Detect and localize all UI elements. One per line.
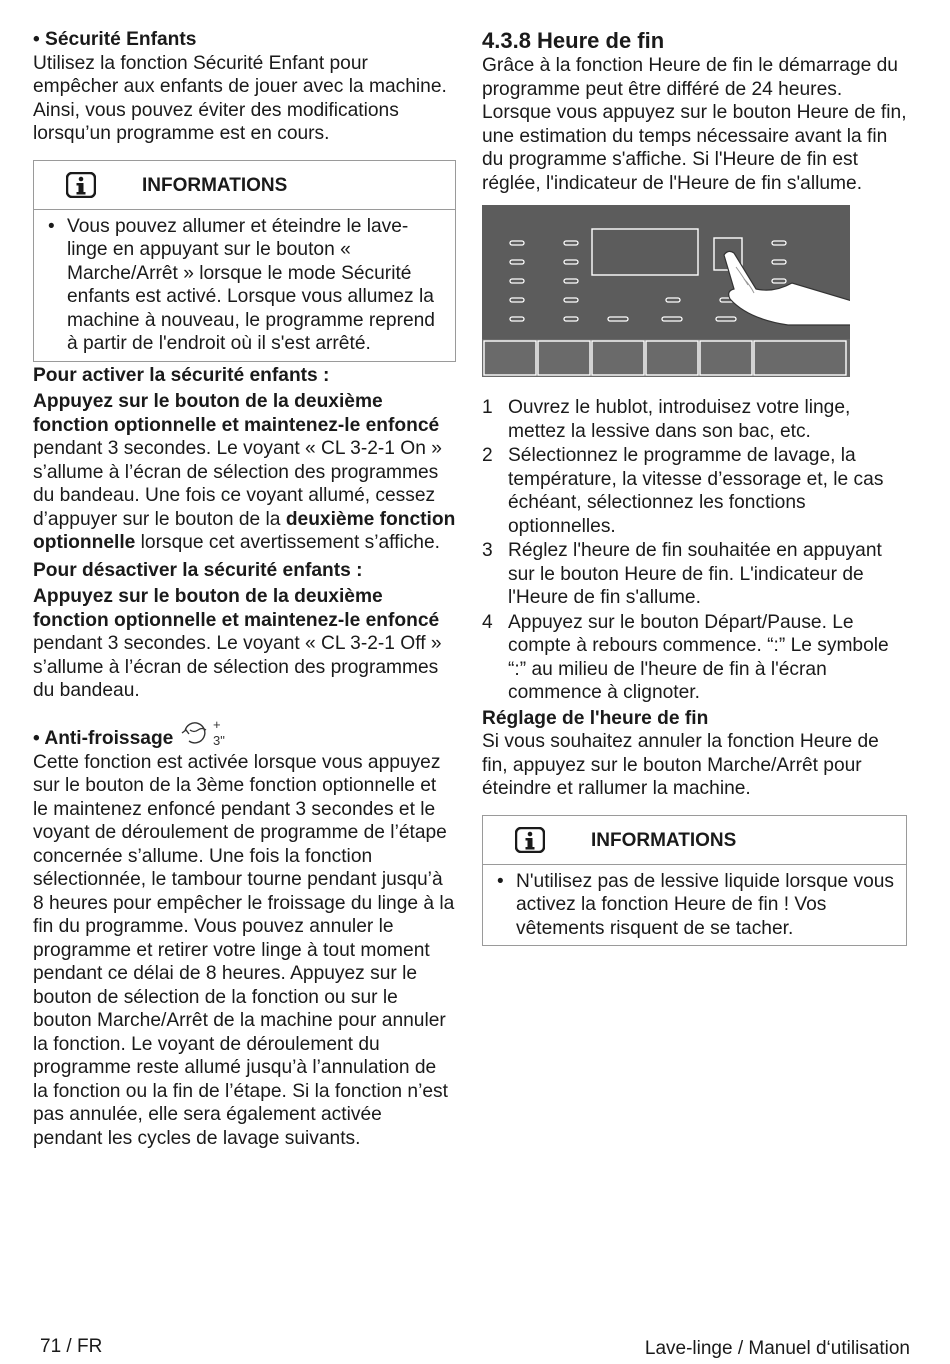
desactiver-bold: Appuyez sur le bouton de la deuxième fonction optionnelle et maintenez-le enfoncé bbox=[33, 586, 440, 631]
anti-text: Cette fonction est activée lorsque vous appuyez sur le bouton de la 3ème fonction optionnelle et le maintenez enfoncé pendant 3 secondes et le voyant de déroulement de programme de l’étape concernée s’allume. Une fois la fonction sélectionnée, le tambour tourne pendant jusqu’à 8 heures pour empêcher le froissage du linge à la fin du programme. Vous pouvez annuler le programme et retirer votre linge à tout moment pendant ce délai de 8 heures. Appuyez sur le bouton de sélection de la fonction ou sur le bouton Marche/Arrêt de la machine pour annuler la fonction. Le voyant de déroulement du programme reste allumé jusqu’à l’annulation de la fonction ou la fin de l’étape. Si la fonction n’est pas annulée, elle sera également activée pendant les cycles de lavage suivants. bbox=[33, 751, 455, 1149]
intro-text: Grâce à la fonction Heure de fin le démarrage du programme peut être différé de 24 heures. Lorsque vous appuyez sur le bouton Heure de fin, une estimation du temps nécessaire avant la fin du programme s'affiche. Si l'Heure de fin est réglée, l'indicateur de l'Heure de fin s'allume. bbox=[482, 55, 907, 194]
info-box-1-text: Vous pouvez allumer et éteindre le lave-linge en appuyant sur le bouton « Marche/Arrêt » lorsque le mode Sécurité enfants est activé. Lorsque vous allumez la machine à nouveau, le programme reprend à partir de l'endroit où il s'est arrêté. bbox=[67, 215, 435, 354]
activer-title: Pour activer la sécurité enfants : bbox=[33, 364, 330, 386]
svg-text:+: + bbox=[213, 716, 221, 732]
manual-title: Lave-linge / Manuel d‘utilisation bbox=[644, 1338, 910, 1359]
list-item: 2 Sélectionnez le programme de lavage, la température, la vitesse d’essorage et, le cas échéant, sélectionnez les fonctions optionnelles. bbox=[482, 445, 884, 537]
anti-title-row bbox=[33, 717, 456, 751]
anti-icon-label: 3" bbox=[213, 732, 226, 748]
bullet-dot: • bbox=[497, 870, 504, 892]
info-box-2-text: N'utilisez pas de lessive liquide lorsque vous activez la fonction Heure de fin ! Vos vêtements risquent de se tacher. bbox=[516, 870, 895, 939]
info-box-2 bbox=[482, 815, 907, 947]
anti-title: • Anti-froissage bbox=[33, 728, 174, 749]
page-number: 71 / FR bbox=[40, 1336, 103, 1357]
reglage-title: Réglage de l'heure de fin bbox=[482, 707, 709, 729]
activer-bold-2: deuxième fonction optionnelle bbox=[33, 508, 456, 553]
activer-text-1: pendant 3 secondes. Le voyant « CL 3-2-1 On » s’allume à l’écran de sélection des programmes du bandeau. Une fois ce voyant allumé, cessez d’appuyer sur le bouton de la bbox=[33, 438, 442, 530]
info-box-2-header bbox=[483, 816, 906, 865]
activer-text-2: lorsque cet avertissement s’affiche. bbox=[135, 532, 440, 553]
desactiver-title: Pour désactiver la sécurité enfants : bbox=[33, 559, 363, 581]
control-panel-illustration bbox=[482, 205, 850, 377]
info-box-1-title: INFORMATIONS bbox=[142, 174, 288, 196]
bullet-dot: • bbox=[48, 215, 55, 237]
info-icon bbox=[515, 827, 545, 853]
info-icon bbox=[66, 172, 96, 198]
desactiver-paragraph bbox=[33, 585, 456, 703]
info-box-2-title: INFORMATIONS bbox=[591, 829, 737, 851]
info-box-1 bbox=[33, 160, 456, 362]
left-column bbox=[33, 28, 456, 1150]
section-heading: 4.3.8 Heure de fin bbox=[482, 28, 665, 53]
anti-crease-icon bbox=[179, 717, 229, 751]
securite-text: Utilisez la fonction Sécurité Enfant pour empêcher aux enfants de jouer avec la machine. Ainsi, vous pouvez éviter des modifications lorsqu’un programme est en cours. bbox=[33, 52, 447, 144]
activer-bold: Appuyez sur le bouton de la deuxième fonction optionnelle et maintenez-le enfoncé bbox=[33, 391, 440, 436]
steps-list bbox=[482, 396, 907, 705]
info-box-1-header bbox=[34, 161, 455, 210]
desactiver-text: pendant 3 secondes. Le voyant « CL 3-2-1 Off » s’allume à l’écran de sélection des programmes du bandeau. bbox=[33, 633, 442, 701]
list-item: 1 Ouvrez le hublot, introduisez votre linge, mettez la lessive dans son bac, etc. bbox=[482, 397, 851, 442]
activer-paragraph bbox=[33, 390, 456, 555]
right-column bbox=[482, 28, 907, 946]
reglage-text: Si vous souhaitez annuler la fonction Heure de fin, appuyez sur le bouton Marche/Arrêt pour éteindre et rallumer la machine. bbox=[482, 731, 879, 799]
list-item: 3 Réglez l'heure de fin souhaitée en appuyant sur le bouton Heure de fin. L'indicateur de l'Heure de fin s'allume. bbox=[482, 540, 882, 608]
list-item: 4 Appuyez sur le bouton Départ/Pause. Le compte à rebours commence. “:” Le symbole “:” au milieu de l'heure de fin à l'écran commence à clignoter. bbox=[482, 611, 889, 703]
securite-title: • Sécurité Enfants bbox=[33, 29, 197, 50]
